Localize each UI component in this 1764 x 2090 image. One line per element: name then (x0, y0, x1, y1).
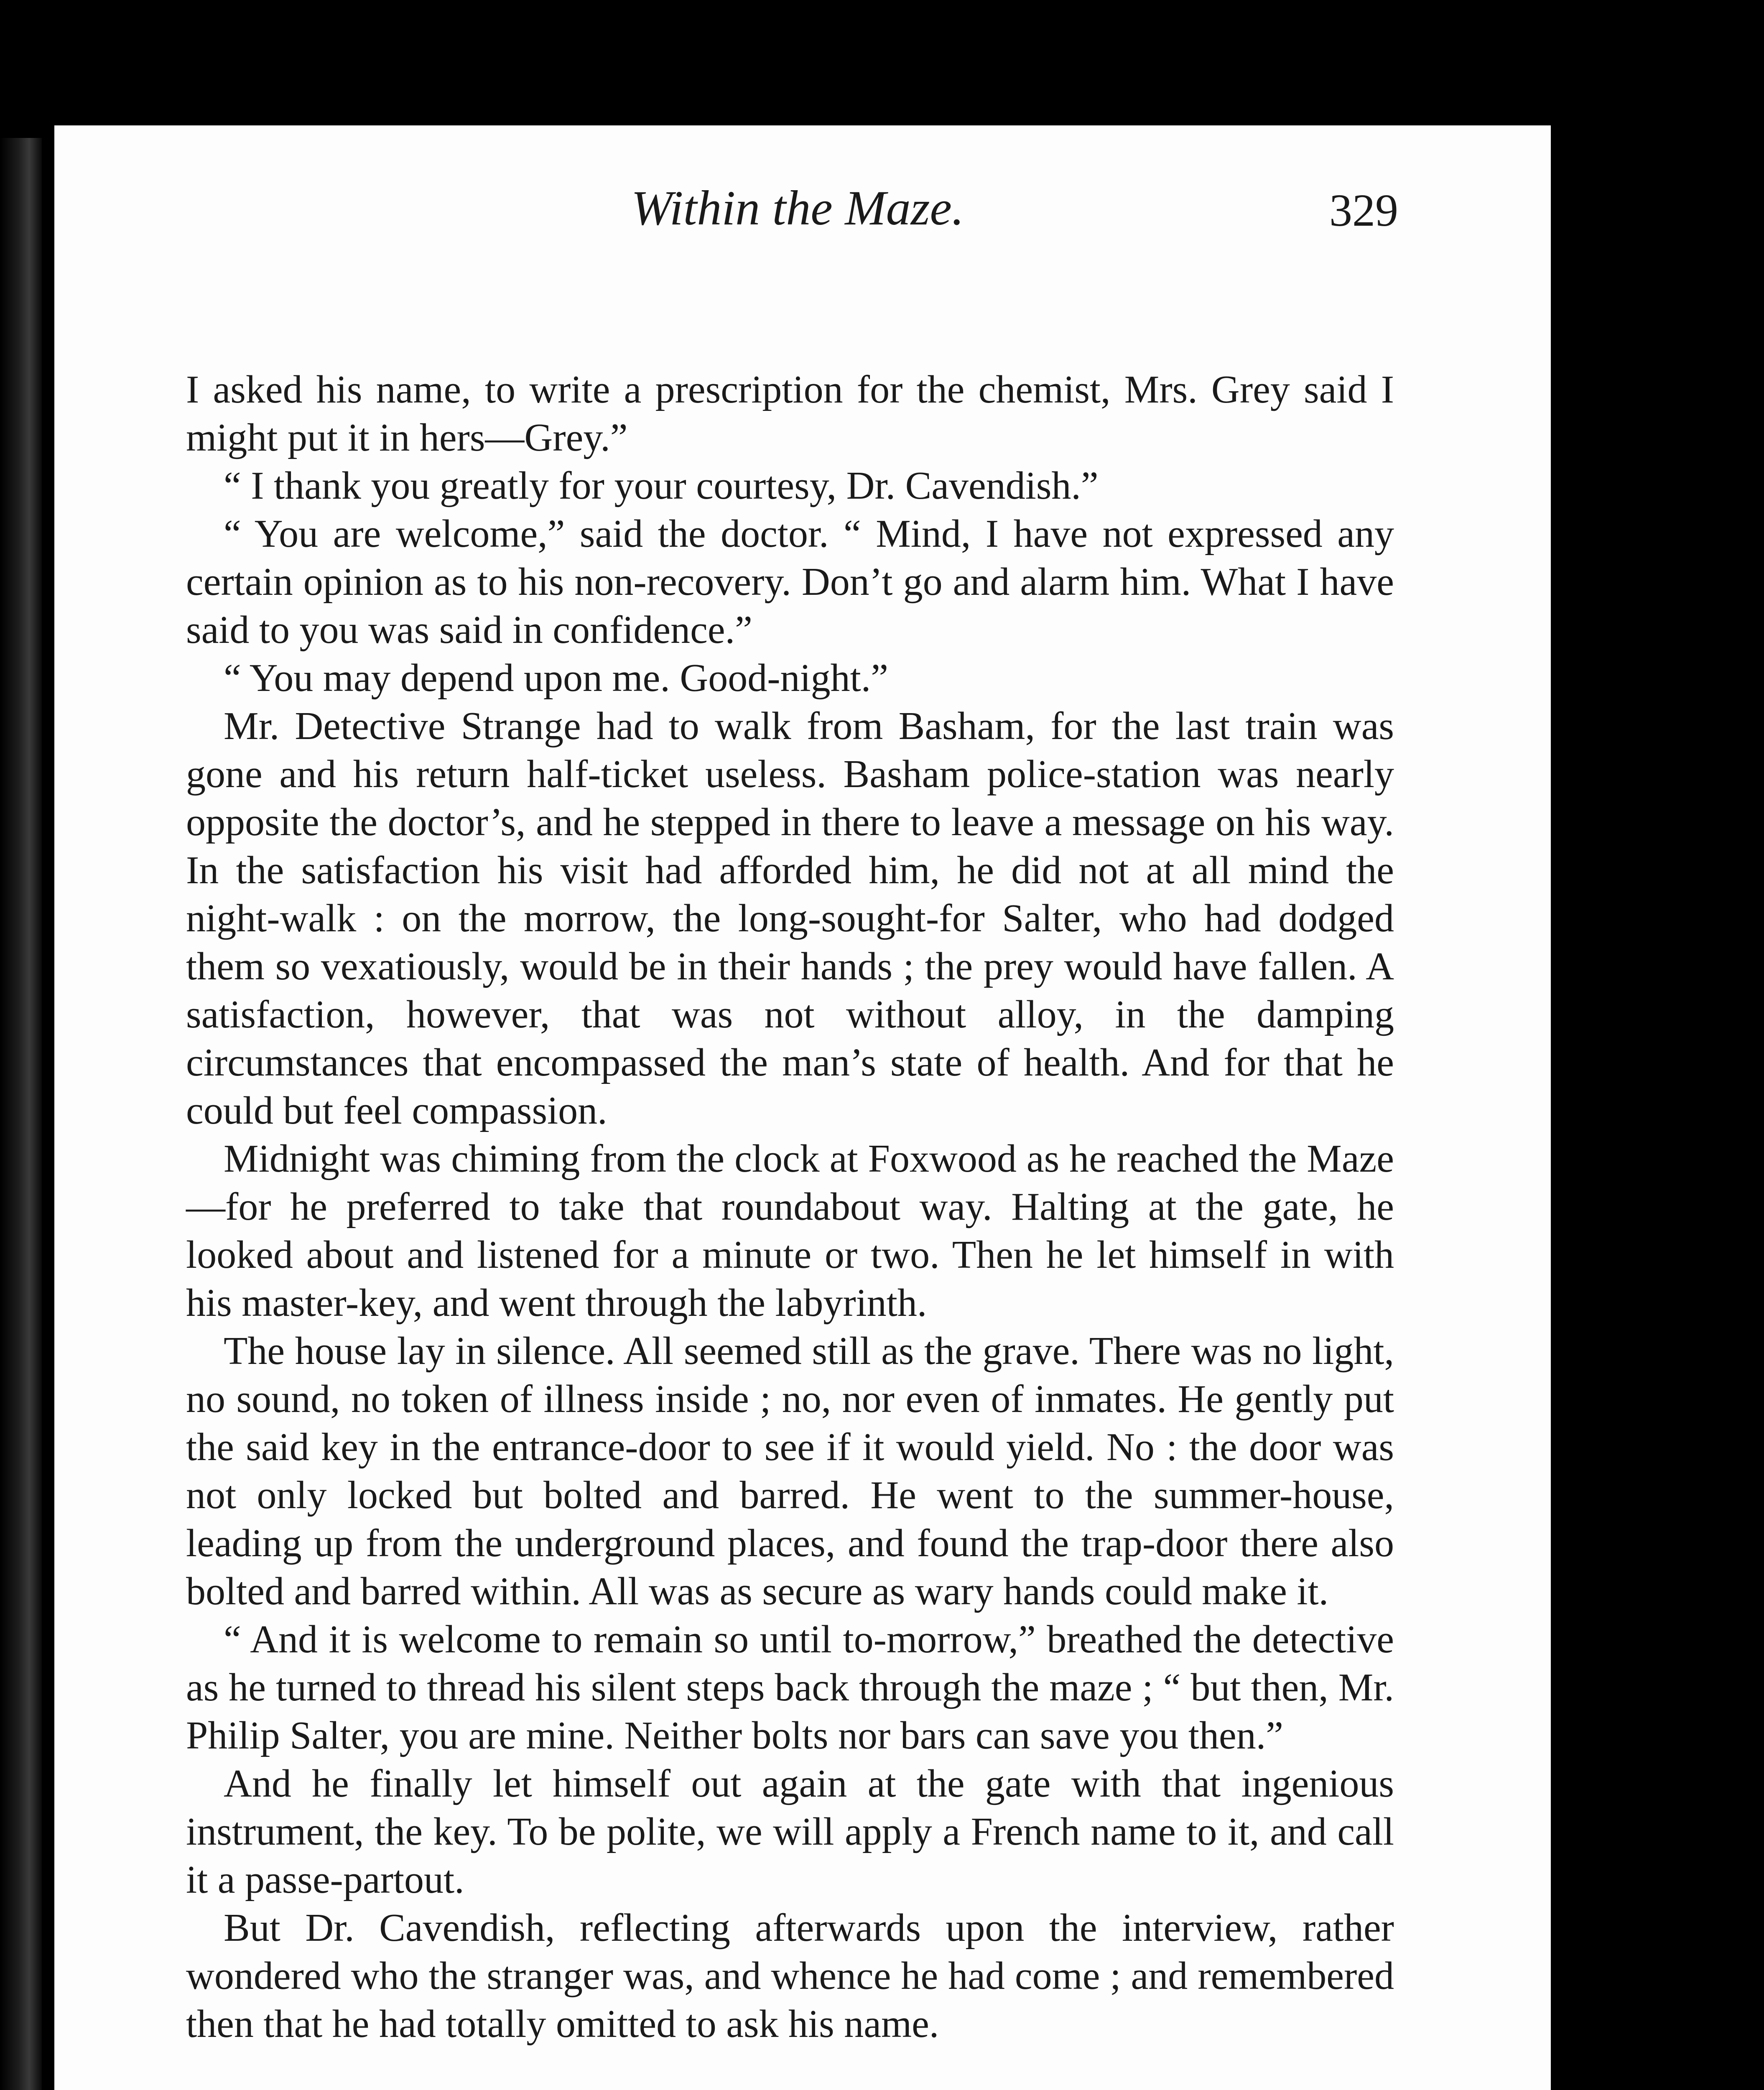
paragraph: Midnight was chiming from the clock at Foxwood as he reached the Maze—for he preferred to take that roundabout way. Halting at the gate, he looked about and listened for a minute or two. Then he let himself in with his master-key, and went through the labyrinth. (186, 1137, 1394, 1325)
page-number: 329 (1329, 185, 1398, 236)
facing-page-edge (0, 138, 42, 2090)
paragraph: “ You are welcome,” said the doctor. “ Mind, I have not expressed any certain opinion as to his non-recovery. Don’t go and alarm him. What I have said to you was said in confidence.” (186, 512, 1394, 652)
body-text (186, 366, 1394, 2048)
paragraph: But Dr. Cavendish, reflecting afterwards upon the interview, rather wondered who the stranger was, and whence he had come ; and remembered then that he had totally omitted to ask his name. (186, 1906, 1394, 2046)
paragraph: And he finally let himself out again at the gate with that ingenious instrument, the key. To be polite, we will apply a French name to it, and call it a passe-partout. (186, 1762, 1394, 1901)
paragraph: Mr. Detective Strange had to walk from Basham, for the last train was gone and his return half-ticket useless. Basham police-station was nearly opposite the doctor’s, and he stepped in there to leave a message on his way. In the satisfaction his visit had afforded him, he did not at all mind the night-walk : on the morrow, the long-sought-for Salter, who had dodged them so vexatiously, would be in their hands ; the prey would have fallen. A satisfaction, however, that was not without alloy, in the damping circumstances that encompassed the man’s state of health. And for that he could but feel compassion. (186, 704, 1394, 1132)
paragraph: “ I thank you greatly for your courtesy, Dr. Cavendish.” (224, 464, 1099, 507)
paragraph: “ And it is welcome to remain so until to-morrow,” breathed the detective as he turned to thread his silent steps back through the maze ; “ but then, Mr. Philip Salter, you are mine. Neither bolts nor bars can save you then.” (186, 1618, 1394, 1757)
paragraph: The house lay in silence. All seemed still as the grave. There was no light, no sound, no token of illness inside ; no, nor even of inmates. He gently put the said key in the entrance-door to see if it would yield. No : the door was not only locked but bolted and barred. He went to the summer-house, leading up from the underground places, and found the trap-door there also bolted and barred within. All was as secure as wary hands could make it. (186, 1329, 1394, 1613)
paragraph: I asked his name, to write a prescription for the chemist, Mrs. Grey said I might put it in hers—Grey.” (186, 368, 1394, 459)
paragraph: “ You may depend upon me. Good-night.” (224, 656, 888, 700)
running-title: Within the Maze. (631, 181, 964, 235)
